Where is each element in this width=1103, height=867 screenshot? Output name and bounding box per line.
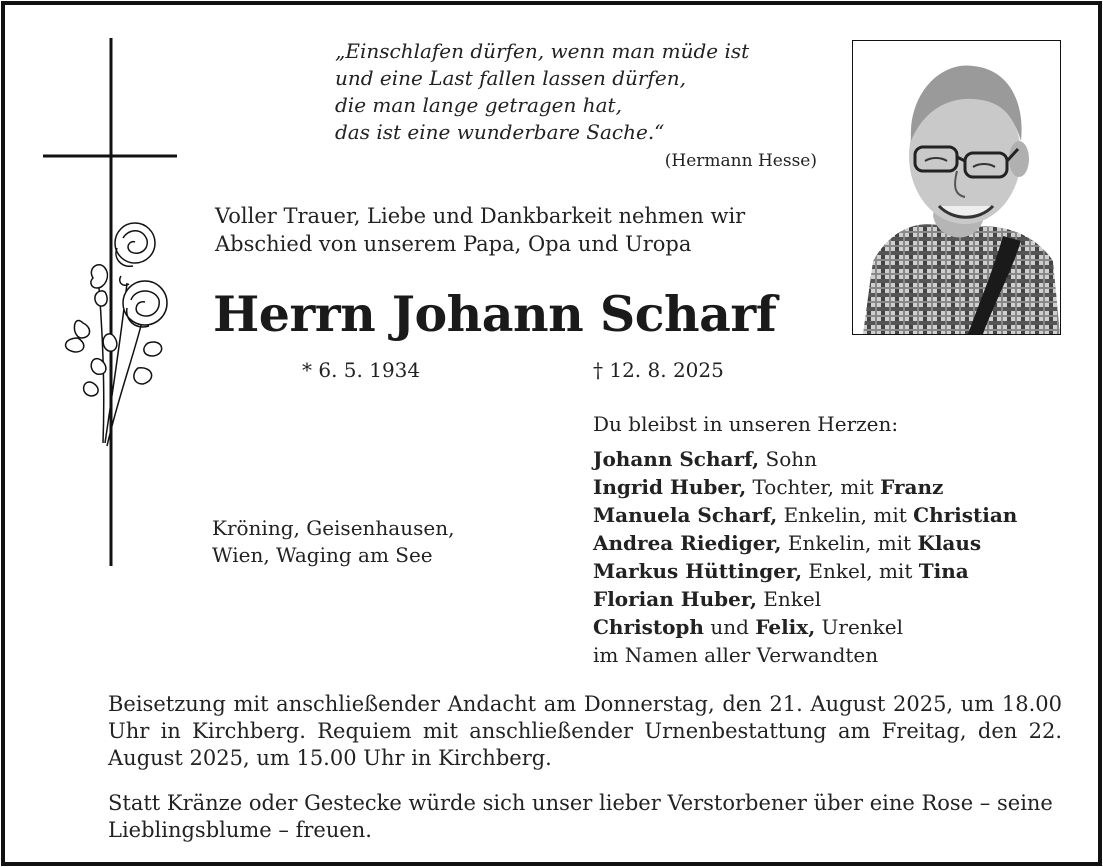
mourner-partner: Franz (880, 475, 944, 499)
intro-line: Abschied von unserem Papa, Opa und Uropa (215, 232, 692, 256)
portrait-photo (852, 40, 1061, 335)
mourner-partner: Christian (913, 503, 1018, 527)
mourner-name: Markus Hüttinger, (593, 559, 803, 583)
quote-author: (Hermann Hesse) (664, 151, 817, 171)
mourner-entry (593, 445, 1073, 473)
mourners-list (593, 445, 1073, 669)
quote-block (335, 38, 825, 146)
place-line: Wien, Waging am See (212, 543, 433, 567)
funeral-info: Beisetzung mit anschließender Andacht am Donnerstag, den 21. August 2025, um 18.00 Uhr in Kirchberg. Requiem mit anschließender Urnenbestattung am Freitag, den 22. August 2025, um 15.00 Uhr in Kirchberg. (108, 692, 1062, 770)
mourner-entry (593, 501, 1073, 529)
mourner-relation: Enkelin, mit (777, 503, 914, 527)
quote-line: das ist eine wunderbare Sache.“ (335, 120, 665, 144)
deceased-name: Herrn Johann Scharf (213, 285, 777, 343)
mourner-relation: und (703, 615, 756, 639)
birth-date: * 6. 5. 1934 (302, 358, 421, 382)
obituary-frame (1, 1, 1102, 866)
mourner-relation: Enkel (756, 587, 822, 611)
mourner-partner: Felix, (755, 615, 816, 639)
flower-wish: Statt Kränze oder Gestecke würde sich unser lieber Verstorbener über eine Rose – seine Lieblingsblume – freuen. (108, 791, 1053, 842)
mourners-closing: im Namen aller Verwandten (593, 643, 879, 667)
mourner-name: Ingrid Huber, (593, 475, 747, 499)
quote-line: und eine Last fallen lassen dürfen, (335, 66, 686, 90)
mourner-relation: Urenkel (815, 615, 904, 639)
mourner-entry (593, 473, 1073, 501)
mourner-name: Manuela Scharf, (593, 503, 778, 527)
mourner-relation: Sohn (759, 447, 818, 471)
mourner-partner: Klaus (917, 531, 982, 555)
intro-text (215, 202, 825, 258)
places-block (212, 515, 454, 569)
place-line: Kröning, Geisenhausen, (212, 516, 455, 540)
mourner-name: Andrea Riediger, (593, 531, 782, 555)
mourner-name: Florian Huber, (593, 587, 757, 611)
intro-line: Voller Trauer, Liebe und Dankbarkeit nehmen wir (215, 204, 746, 228)
mourner-relation: Enkel, mit (802, 559, 919, 583)
mourner-name: Christoph (593, 615, 704, 639)
quote-line: „Einschlafen dürfen, wenn man müde ist (335, 39, 750, 63)
mourner-entry (593, 557, 1073, 585)
death-date: † 12. 8. 2025 (593, 358, 724, 382)
mourner-entry (593, 529, 1073, 557)
cross-icon (43, 38, 179, 568)
mourner-entry (593, 585, 1073, 613)
mourner-relation: Enkelin, mit (781, 531, 918, 555)
mourners-title: Du bleibst in unseren Herzen: (593, 412, 899, 436)
quote-line: die man lange getragen hat, (335, 93, 622, 117)
mourner-partner: Tina (918, 559, 969, 583)
mourner-relation: Tochter, mit (746, 475, 881, 499)
mourner-entry (593, 613, 1073, 641)
mourner-name: Johann Scharf, (593, 447, 760, 471)
rose-bouquet-icon (66, 223, 167, 446)
